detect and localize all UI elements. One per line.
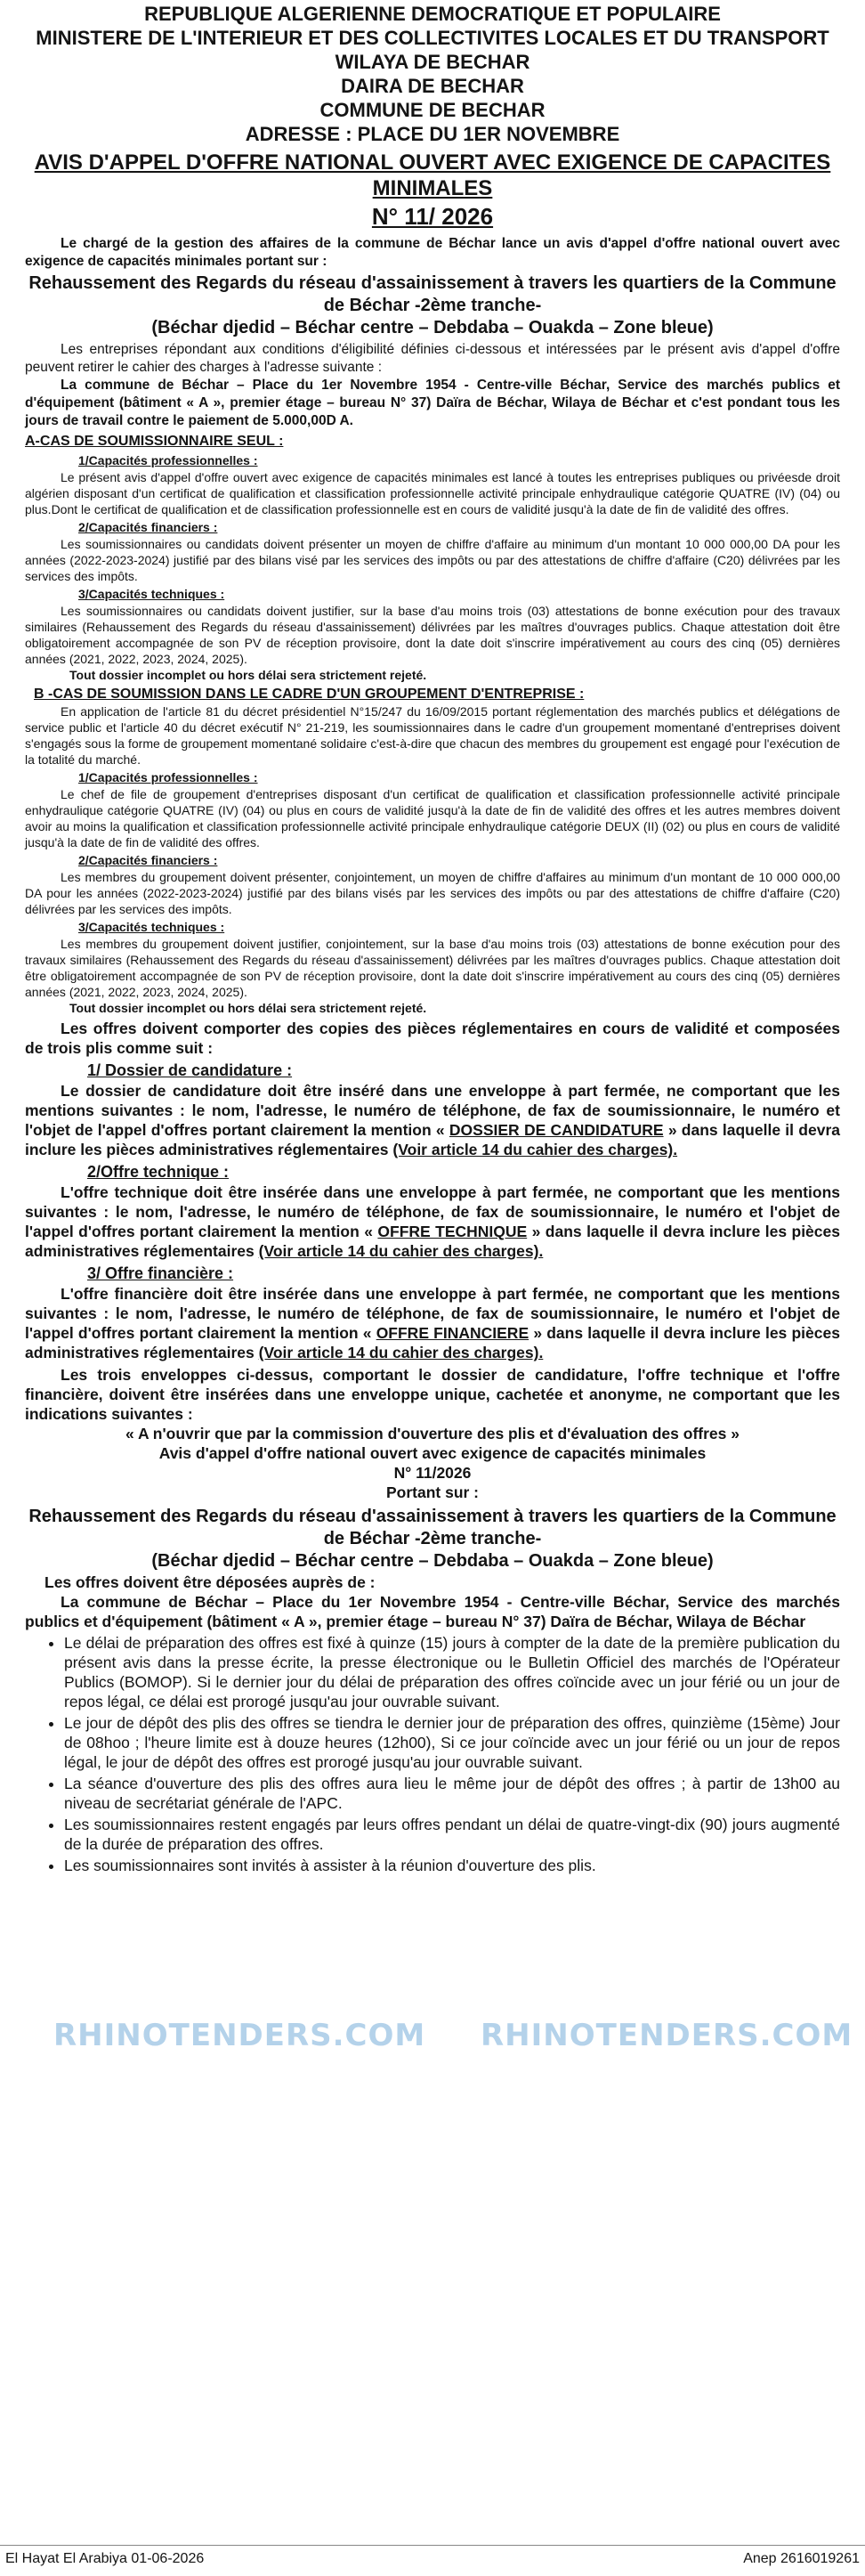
header-commune: COMMUNE DE BECHAR [319, 99, 546, 121]
condition-item: • Les soumissionnaires restent engagés par leurs offres pendant un délai de quatre-vingt-dix (90) jours augmenté de la durée de préparation des offres. [64, 1815, 840, 1854]
header-daira: DAIRA DE BECHAR [341, 75, 524, 97]
pli1-mention: DOSSIER DE CANDIDATURE [449, 1121, 664, 1139]
pli2-title: 2/Offre technique : [87, 1163, 230, 1181]
offers-intro: Les offres doivent comporter des copies des pièces réglementaires en cours de validité et composées de trois plis comme suit : [25, 1020, 840, 1057]
pli3-title: 3/ Offre financière : [87, 1264, 234, 1282]
header-ministry: MINISTERE DE L'INTERIEUR ET DES COLLECTIVITES LOCALES ET DU TRANSPORT [36, 27, 829, 49]
watermark-right: RHINOTENDERS.COM [481, 2018, 853, 2053]
pli3-text [25, 1284, 840, 1362]
section-a-reject: Tout dossier incomplet ou hors délai sera strictement rejeté. [69, 668, 427, 682]
pli3-text-after: » dans laquelle il devra inclure les pièces administratives réglementaires [25, 1324, 840, 1361]
deposit-address: La commune de Béchar – Place du 1er Novembre 1954 - Centre-ville Béchar, Service des marchés publics et d'équipement (bâtiment « A », premier étage – bureau N° 37) Daïra de Béchar, Wilaya de Béchar [25, 1593, 840, 1630]
header-wilaya: WILAYA DE BECHAR [335, 51, 530, 73]
conditions-list [25, 1633, 840, 1875]
eligibility-paragraph: Les entreprises répondant aux conditions d'éligibilité définies ci-dessous et intéressées par le présent avis d'appel d'offre peuvent retirer le cahier des charges à l'adresse suivante : [25, 342, 840, 375]
pli2-text [25, 1182, 840, 1261]
page-footer [0, 2545, 865, 2572]
section-a-prof-text: Le présent avis d'appel d'offre ouvert avec exigence de capacités minimales est lancé à toutes les entreprises publiques ou privéesde droit algérien disposant d'un certificat de qualification et classification professionnelle activité principale enhydraulique catégorie QUATRE (IV) (04) ou plus.Dont le certificat de qualification et de classification professionnelle est en cours de validité jusqu'à la date de fin de validité des offres. [25, 470, 840, 516]
envelopes-paragraph: Les trois enveloppes ci-dessus, comportant le dossier de candidature, l'offre technique et l'offre financière, doivent être insérées dans une enveloppe unique, cachetée et anonyme, ne comportant que les indications suivantes : [25, 1366, 840, 1423]
deposit-intro: Les offres doivent être déposées auprès de : [44, 1573, 376, 1591]
condition-item: • La séance d'ouverture des plis des offres aura lieu le même jour de dépôt des offres ; à partir de 13h00 au niveau de secrétariat générale de l'APC. [64, 1774, 840, 1813]
pli2-ref: (Voir article 14 du cahier des charges). [258, 1242, 544, 1260]
pli2-text-before: L'offre technique doit être insérée dans une enveloppe à part fermée, ne comportant que les mentions suivantes : le nom, l'adresse, le numéro de téléphone, de fax de soumissionnaire, le numéro et l'objet de l'appel d'offres portant clairement la mention « [25, 1183, 840, 1240]
pli3-text-before: L'offre financière doit être insérée dans une enveloppe à part fermée, ne comportant que les mentions suivantes : le nom, l'adresse, le numéro de téléphone, de fax de soumissionnaire, le numéro et l'objet de l'appel d'offres portant clairement la mention « [25, 1285, 840, 1342]
project-zones: (Béchar djedid – Béchar centre – Debdaba – Ouakda – Zone bleue) [151, 318, 714, 337]
condition-item: • Les soumissionnaires sont invités à assister à la réunion d'ouverture des plis. [64, 1856, 840, 1875]
pli3-ref: (Voir article 14 du cahier des charges). [258, 1344, 544, 1361]
pli3-mention: OFFRE FINANCIERE [376, 1324, 530, 1342]
notice-title: AVIS D'APPEL D'OFFRE NATIONAL OUVERT AVEC EXIGENCE DE CAPACITES MINIMALES [34, 150, 831, 200]
document-header [25, 0, 840, 146]
header-republic: REPUBLIQUE ALGERIENNE DEMOCRATIQUE ET POPULAIRE [144, 3, 721, 25]
section-b-fin-text: Les membres du groupement doivent présenter, conjointement, un moyen de chiffre d'affaires au minimum d'un montant de 10 000 000,00 DA pour les années (2022-2023-2024) justifié par des bilans visés par les services des impôts ou par des attestations de chiffre d'affaire (C20) délivrées par les services des impôts. [25, 870, 840, 916]
header-address: ADRESSE : PLACE DU 1ER NOVEMBRE [245, 123, 620, 145]
project-title-repeat: Rehaussement des Regards du réseau d'assainissement à travers les quartiers de la Commune de Béchar -2ème tranche- [28, 1507, 837, 1548]
section-b-reject: Tout dossier incomplet ou hors délai sera strictement rejeté. [69, 1001, 427, 1015]
section-a-prof-title: 1/Capacités professionnelles : [78, 453, 258, 467]
pli1-title: 1/ Dossier de candidature : [87, 1061, 293, 1079]
section-b-tech-title: 3/Capacités techniques : [78, 920, 225, 934]
section-b-intro: En application de l'article 81 du décret présidentiel N°15/247 du 16/09/2015 portant réglementation des marchés publics et délégations de service public et l'article 40 du décret exécutif N° 21-219, les soumissionnaires dans le cadre d'un groupement momentané d'entreprises doivent s'engagés sous la forme de groupement momentané solidaire c'est-à-dire que chacun des membres du groupement est engagé pour l'exécution de la totalité du marché. [25, 704, 840, 767]
section-a-tech-text: Les soumissionnaires ou candidats doivent justifier, sur la base d'au moins trois (03) attestations de bonne exécution pour des travaux similaires (Rehaussement des Regards du réseau d'assainissement) délivrées par les maîtres d'ouvrages publics. Chaque attestation doit être obligatoirement accompagnée de son PV de réception provisoire, dont la date doit s'inscrire impérativement au cours des cinq (05) dernières années (2021, 2022, 2023, 2024, 2025). [25, 604, 840, 666]
pli1-text [25, 1081, 840, 1159]
section-b-prof-title: 1/Capacités professionnelles : [78, 770, 258, 784]
condition-item: • Le jour de dépôt des plis des offres se tiendra le dernier jour de préparation des offres, quinzième (15ème) Jour de 08hoo ; l'heure limite est à douze heures (12h00), Si ce jour coïncide avec un jour férié ou un jour de repos légal, le jour de dépôt des offres est prorogé jusqu'au jour ouvrable suivant. [64, 1713, 840, 1772]
envelope-mention-line2: Avis d'appel d'offre national ouvert avec exigence de capacités minimales [158, 1444, 707, 1462]
footer-publication: El Hayat El Arabiya 01-06-2026 [5, 2551, 205, 2566]
pli2-mention: OFFRE TECHNIQUE [377, 1223, 528, 1240]
pli1-text-before: Le dossier de candidature doit être inséré dans une enveloppe à part fermée, ne comportant que les mentions suivantes : le nom, l'adresse, le numéro de téléphone, de fax de soumissionnaire, le numéro et l'objet de l'appel d'offres portant clairement la mention « [25, 1082, 840, 1139]
withdrawal-address: La commune de Béchar – Place du 1er Novembre 1954 - Centre-ville Béchar, Service des marchés publics et d'équipement (bâtiment « A », premier étage – bureau N° 37) Daïra de Béchar, Wilaya de Béchar et c'est pondant tous les jours de travail contre le paiement de 5.000,00D A. [25, 378, 840, 428]
pli1-text-after: » dans laquelle il devra inclure les pièces administratives réglementaires [25, 1121, 840, 1158]
project-zones-repeat: (Béchar djedid – Béchar centre – Debdaba – Ouakda – Zone bleue) [151, 1551, 714, 1571]
notice-number: N° 11/ 2026 [371, 203, 494, 230]
pli1-ref: (Voir article 14 du cahier des charges). [392, 1141, 678, 1158]
watermark-left: RHINOTENDERS.COM [53, 2018, 426, 2053]
section-a-fin-text: Les soumissionnaires ou candidats doivent présenter un moyen de chiffre d'affaire au minimum d'un montant 10 000 000,00 DA pour les années (2022-2023-2024) justifié par des bilans visé par les services des impôts ou par des attestations de chiffre d'affaire (C20) délivrées par les services des impôts. [25, 537, 840, 583]
footer-reference: Anep 2616019261 [743, 2551, 860, 2566]
section-a-title: A-CAS DE SOUMISSIONNAIRE SEUL : [25, 434, 284, 449]
section-b-tech-text: Les membres du groupement doivent justifier, conjointement, sur la base d'au moins trois (03) attestations de bonne exécution pour des travaux similaires (Rehaussement des Regards du réseau d'assainissement) délivrées par les maîtres d'ouvrages publics. Chaque attestation doit être obligatoirement accompagnée de son PV de réception provisoire, dont la date doit s'inscrire impérativement au cours des cinq (05) dernières années (2021, 2022, 2023, 2024, 2025). [25, 937, 840, 999]
intro-paragraph: Le chargé de la gestion des affaires de la commune de Béchar lance un avis d'appel d'offre national ouvert avec exigence de capacités minimales portant sur : [25, 236, 840, 269]
project-title: Rehaussement des Regards du réseau d'assainissement à travers les quartiers de la Commune de Béchar -2ème tranche- [28, 273, 837, 315]
pli2-text-after: » dans laquelle il devra inclure les pièces administratives réglementaires [25, 1223, 840, 1260]
envelope-mention-line4: Portant sur : [385, 1483, 480, 1501]
section-b-title: B -CAS DE SOUMISSION DANS LE CADRE D'UN GROUPEMENT D'ENTREPRISE : [34, 687, 585, 702]
section-a-fin-title: 2/Capacités financiers : [78, 520, 218, 534]
section-b-fin-title: 2/Capacités financiers : [78, 853, 218, 867]
envelope-mention-block [25, 1424, 840, 1502]
section-a-tech-title: 3/Capacités techniques : [78, 587, 225, 601]
condition-item: • Le délai de préparation des offres est fixé à quinze (15) jours à compter de la date de la première publication du présent avis dans la presse écrite, la presse électronique ou le Bulletin Officiel des marchés de l'Opérateur Publics (BOMOP). Si le dernier jour du délai de préparation des offres coïncide avec un jour férié ou un jour de repos légal, ce délai est prorogé jusqu'au jour ouvrable suivant. [64, 1633, 840, 1711]
envelope-mention-line3: N° 11/2026 [393, 1464, 472, 1482]
envelope-mention-line1: « A n'ouvrir que par la commission d'ouverture des plis et d'évaluation des offres » [125, 1425, 740, 1442]
section-b-prof-text: Le chef de file de groupement d'entreprises disposant d'un certificat de qualification et classification professionnelle activité principale enhydraulique catégorie QUATRE (IV) (04) ou plus en cours de validité jusqu'à la date de fin de validité des offres et les autres membres doivent avoir au moins la qualification et classification professionnelle activité principale enhydraulique catégorie DEUX (II) (02) ou plus en cours de validité jusqu'à la date de fin de validité des offres. [25, 787, 840, 849]
